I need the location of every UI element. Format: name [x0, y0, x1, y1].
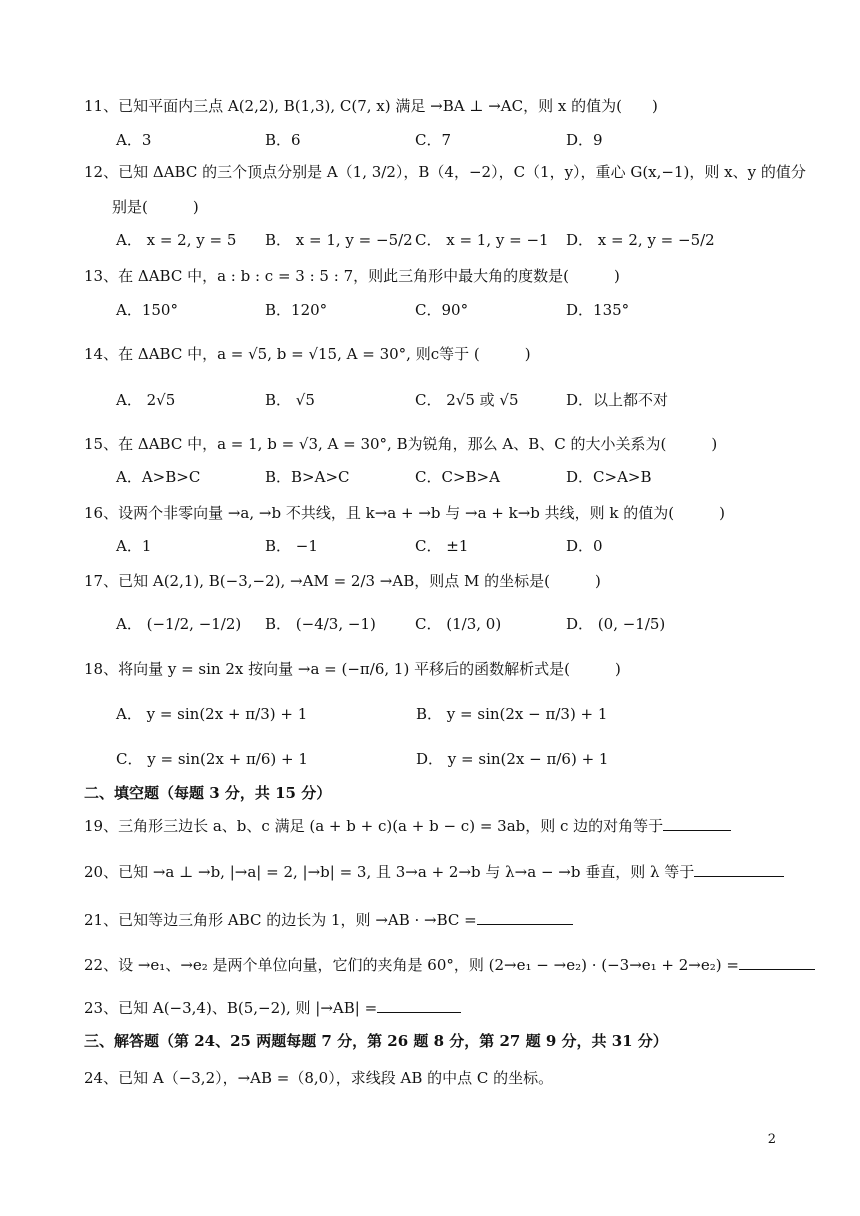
- question-15-stem: 15、在 ΔABC 中，a = 1, b = √3, A = 30°, B为锐角，那么 A、B、C 的大小关系为( ): [84, 435, 718, 453]
- q12-option-a: A． x = 2, y = 5: [116, 231, 237, 249]
- q12-option-d: D． x = 2, y = −5/2: [566, 231, 715, 249]
- q16-option-d: D．0: [566, 537, 603, 555]
- answer-blank[interactable]: [694, 862, 784, 877]
- answer-blank[interactable]: [663, 816, 731, 831]
- q18-option-c: C． y = sin(2x + π/6) + 1: [116, 750, 308, 768]
- question-20-text: 20、已知 →a ⊥ →b, |→a| = 2, |→b| = 3, 且 3→a + 2→b 与 λ→a − →b 垂直，则 λ 等于: [84, 863, 695, 881]
- question-16-stem: 16、设两个非零向量 →a, →b 不共线，且 k→a + →b 与 →a + k→b 共线，则 k 的值为( ): [84, 504, 725, 522]
- q11-option-b: B．6: [265, 131, 301, 149]
- question-20: [84, 862, 784, 882]
- question-12-stem-cont: 别是( ): [112, 198, 199, 216]
- question-22: [84, 955, 815, 975]
- q14-option-c: C． 2√5 或 √5: [415, 391, 519, 409]
- question-11-stem: 11、已知平面内三点 A(2,2), B(1,3), C(7, x) 满足 →BA ⊥ →AC，则 x 的值为( ): [84, 97, 658, 115]
- q16-option-b: B． −1: [265, 537, 318, 555]
- question-17-stem: 17、已知 A(2,1), B(−3,−2), →AM = 2/3 →AB，则点 M 的坐标是( ): [84, 572, 601, 590]
- q15-option-a: A．A>B>C: [116, 468, 201, 486]
- question-18-stem: 18、将向量 y = sin 2x 按向量 →a = (−π/6, 1) 平移后的函数解析式是( ): [84, 660, 621, 678]
- q12-option-b: B． x = 1, y = −5/2: [265, 231, 413, 249]
- q13-option-b: B．120°: [265, 301, 328, 319]
- answer-blank[interactable]: [377, 998, 461, 1013]
- answer-blank[interactable]: [477, 910, 573, 925]
- question-12-stem: 12、已知 ΔABC 的三个顶点分别是 A（1, 3/2），B（4，−2），C（1，y），重心 G(x,−1)，则 x、y 的值分: [84, 163, 806, 181]
- question-22-text: 22、设 →e₁、→e₂ 是两个单位向量，它们的夹角是 60°，则 (2→e₁ − →e₂) · (−3→e₁ + 2→e₂) =: [84, 956, 739, 974]
- q15-option-d: D．C>A>B: [566, 468, 652, 486]
- q18-option-a: A． y = sin(2x + π/3) + 1: [116, 705, 308, 723]
- q17-option-a: A． (−1/2, −1/2): [116, 615, 242, 633]
- question-24: 24、已知 A（−3,2），→AB =（8,0），求线段 AB 的中点 C 的坐标。: [84, 1069, 554, 1087]
- q18-option-b: B． y = sin(2x − π/3) + 1: [416, 705, 608, 723]
- question-21: [84, 910, 573, 930]
- question-19: [84, 816, 731, 836]
- question-21-text: 21、已知等边三角形 ABC 的边长为 1，则 →AB · →BC =: [84, 911, 477, 929]
- question-13-stem: 13、在 ΔABC 中，a : b : c = 3 : 5 : 7，则此三角形中最大角的度数是( ): [84, 267, 620, 285]
- q14-option-a: A． 2√5: [116, 391, 176, 409]
- section-2-heading: 二、填空题（每题 3 分，共 15 分）: [84, 784, 332, 802]
- q11-option-c: C．7: [415, 131, 452, 149]
- q16-option-a: A．1: [116, 537, 152, 555]
- q14-option-b: B． √5: [265, 391, 315, 409]
- q13-option-d: D．135°: [566, 301, 630, 319]
- q11-option-a: A．3: [116, 131, 152, 149]
- q15-option-b: B．B>A>C: [265, 468, 350, 486]
- q17-option-d: D． (0, −1/5): [566, 615, 666, 633]
- q17-option-c: C． (1/3, 0): [415, 615, 502, 633]
- q13-option-c: C．90°: [415, 301, 469, 319]
- page-number: 2: [767, 1132, 776, 1147]
- q18-option-d: D． y = sin(2x − π/6) + 1: [416, 750, 609, 768]
- question-19-text: 19、三角形三边长 a、b、c 满足 (a + b + c)(a + b − c) = 3ab，则 c 边的对角等于: [84, 817, 664, 835]
- answer-blank[interactable]: [739, 955, 815, 970]
- question-23: [84, 998, 461, 1018]
- q15-option-c: C．C>B>A: [415, 468, 500, 486]
- q13-option-a: A．150°: [116, 301, 178, 319]
- q16-option-c: C． ±1: [415, 537, 469, 555]
- question-14-stem: 14、在 ΔABC 中，a = √5, b = √15, A = 30°, 则c等于 ( ): [84, 345, 531, 363]
- section-3-heading: 三、解答题（第 24、25 两题每题 7 分，第 26 题 8 分，第 27 题 9 分，共 31 分）: [84, 1032, 668, 1050]
- question-23-text: 23、已知 A(−3,4)、B(5,−2), 则 |→AB| =: [84, 999, 378, 1017]
- q17-option-b: B． (−4/3, −1): [265, 615, 376, 633]
- q12-option-c: C． x = 1, y = −1: [415, 231, 549, 249]
- q14-option-d: D．以上都不对: [566, 391, 669, 409]
- q11-option-d: D．9: [566, 131, 603, 149]
